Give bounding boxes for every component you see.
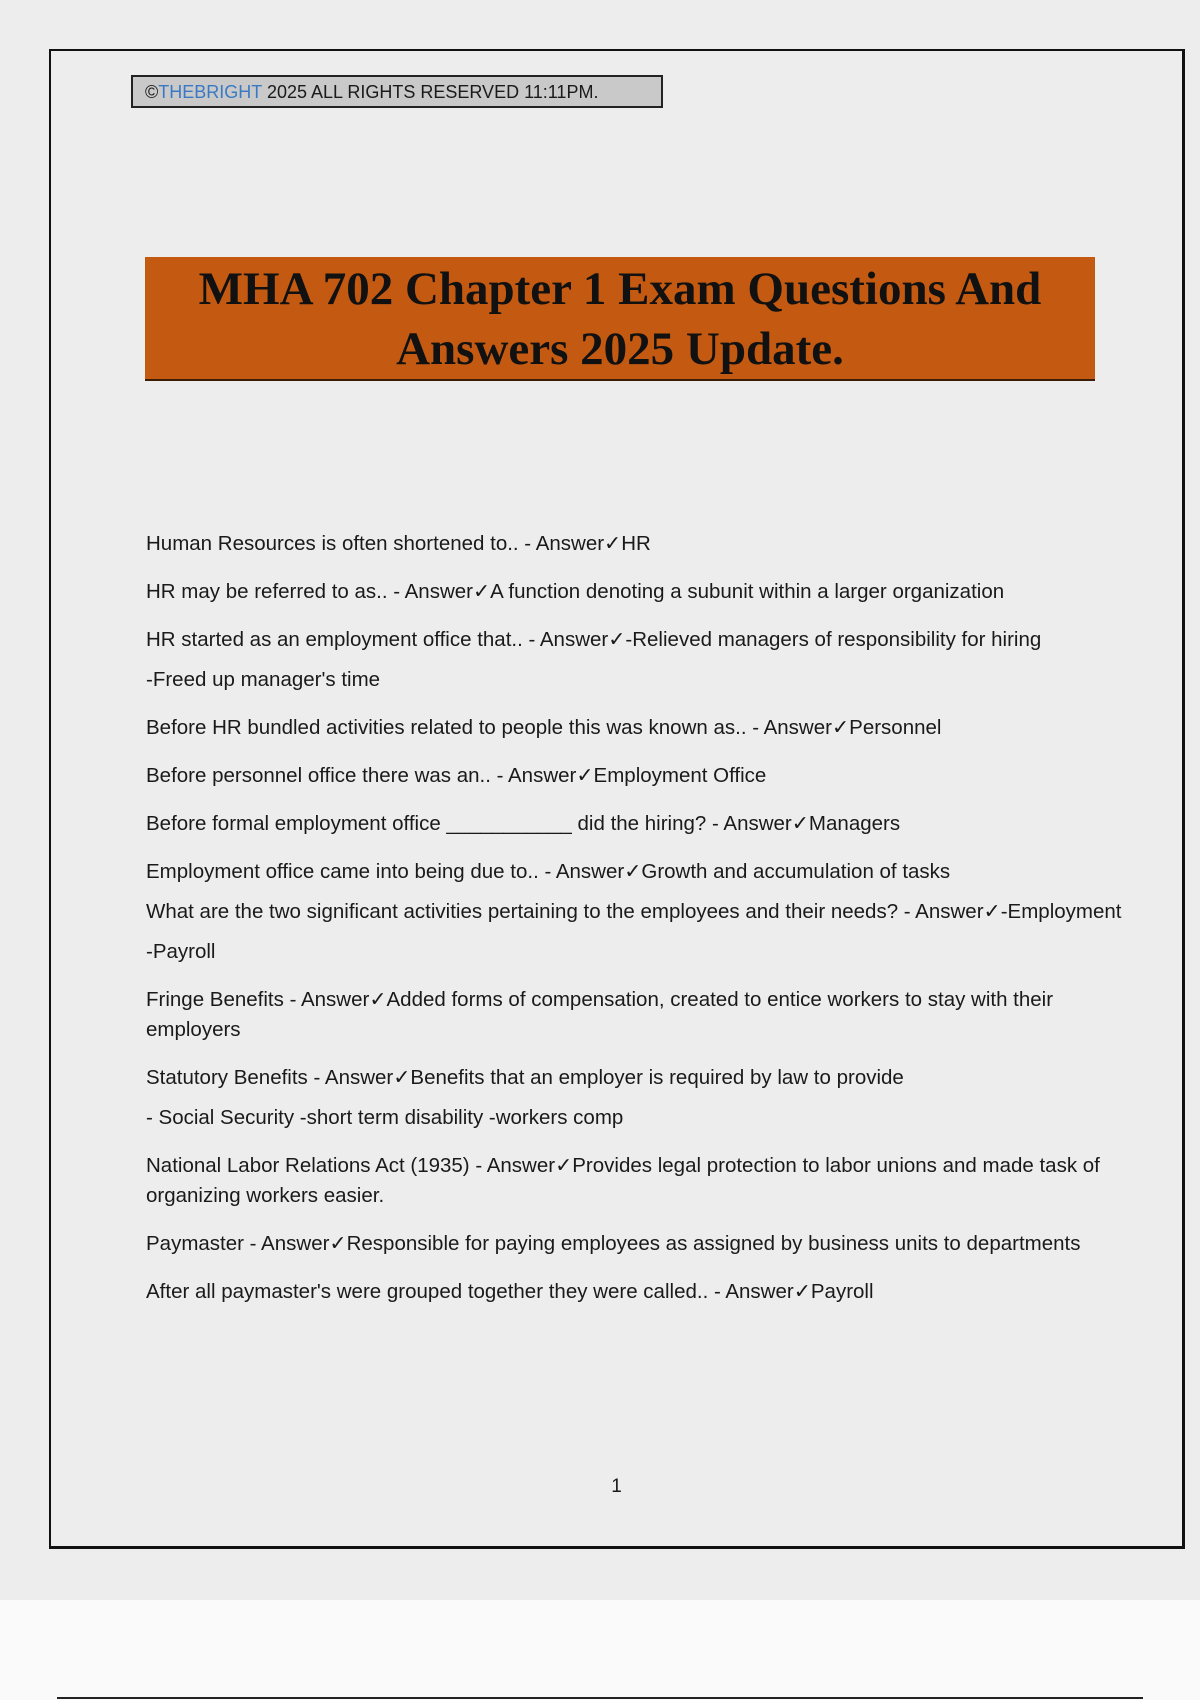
brand-name: THEBRIGHT bbox=[158, 82, 262, 102]
qa-item: Before formal employment office ___________ did the hiring? - Answer✓Managers bbox=[146, 812, 901, 835]
next-page-rule bbox=[57, 1697, 1143, 1699]
qa-item: Paymaster - Answer✓Responsible for paying employees as assigned by business units to departments bbox=[146, 1232, 1081, 1255]
qa-item: Human Resources is often shortened to.. - Answer✓HR bbox=[146, 532, 651, 555]
qa-item: HR started as an employment office that.. - Answer✓-Relieved managers of responsibility for hiring bbox=[146, 628, 1042, 651]
copyright-symbol: © bbox=[145, 82, 159, 102]
qa-item: Employment office came into being due to.. - Answer✓Growth and accumulation of tasks bbox=[146, 860, 951, 883]
title-line-1: MHA 702 Chapter 1 Exam Questions And bbox=[198, 263, 1042, 315]
page-number: 1 bbox=[611, 1476, 622, 1497]
qa-item: What are the two significant activities pertaining to the employees and their needs? - Answer✓-Employment bbox=[146, 900, 1122, 923]
qa-item: Fringe Benefits - Answer✓Added forms of compensation, created to entice workers to stay with their employers bbox=[146, 988, 1054, 1041]
copyright-notice bbox=[131, 75, 663, 108]
qa-item: Before HR bundled activities related to people this was known as.. - Answer✓Personnel bbox=[146, 716, 942, 739]
qa-item: -Freed up manager's time bbox=[146, 668, 381, 691]
document-page bbox=[49, 49, 1185, 1549]
title-line-2: Answers 2025 Update. bbox=[396, 323, 844, 375]
title-banner bbox=[145, 257, 1095, 381]
qa-list bbox=[146, 529, 1136, 1325]
qa-item: Before personnel office there was an.. - Answer✓Employment Office bbox=[146, 764, 767, 787]
qa-item: After all paymaster's were grouped together they were called.. - Answer✓Payroll bbox=[146, 1280, 874, 1303]
qa-item: HR may be referred to as.. - Answer✓A function denoting a subunit within a larger organization bbox=[146, 580, 1005, 603]
qa-item: Statutory Benefits - Answer✓Benefits that an employer is required by law to provide bbox=[146, 1066, 904, 1089]
copyright-text: 2025 ALL RIGHTS RESERVED 11:11PM. bbox=[261, 82, 599, 102]
qa-item: - Social Security -short term disability -workers comp bbox=[146, 1106, 624, 1129]
next-page-preview bbox=[0, 1600, 1200, 1700]
qa-item: National Labor Relations Act (1935) - Answer✓Provides legal protection to labor unions and made task of organizing workers easier. bbox=[146, 1154, 1100, 1207]
qa-item: -Payroll bbox=[146, 940, 216, 963]
